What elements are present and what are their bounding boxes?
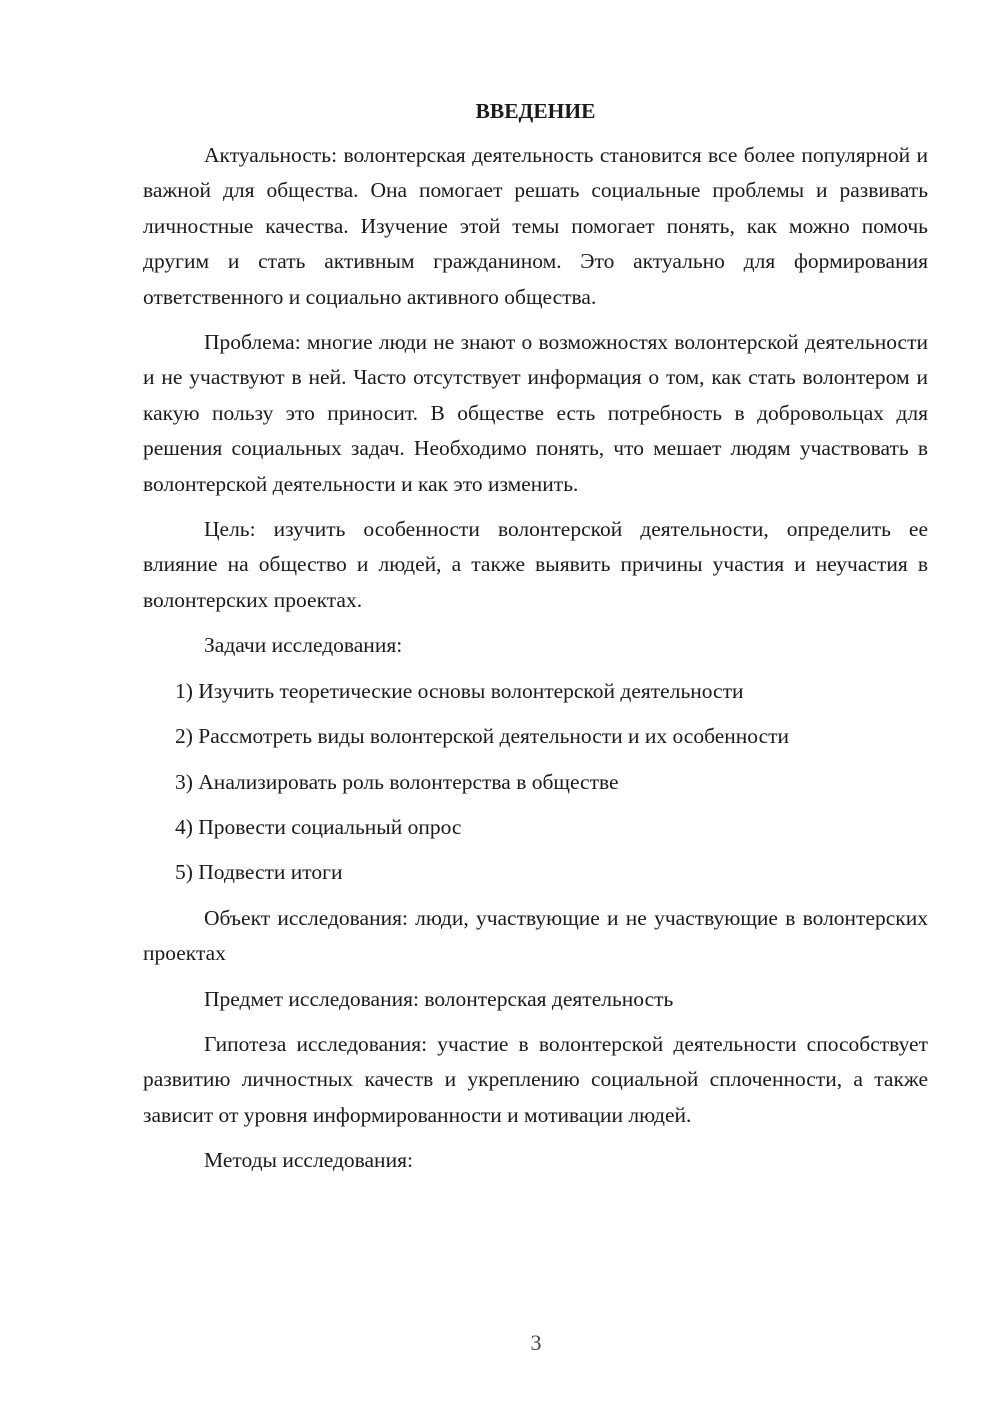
methods-heading: Методы исследования: (204, 1148, 413, 1173)
subject-paragraph: Предмет исследования: волонтерская деятельность (204, 986, 674, 1011)
page-number: 3 (530, 1330, 542, 1355)
page-content (143, 94, 928, 1189)
list-item: 1) Изучить теоретические основы волонтерской деятельности (175, 678, 744, 703)
list-item: 2) Рассмотреть виды волонтерской деятельности и их особенности (175, 724, 790, 749)
list-item: 4) Провести социальный опрос (175, 814, 462, 839)
list-item: 5) Подвести итоги (175, 860, 343, 885)
goal-paragraph: Цель: изучить особенности волонтерской деятельности, определить ее влияние на общество и людей, а также выявить причины участия и неучастия в волонтерских проектах. (143, 517, 928, 612)
object-paragraph: Объект исследования: люди, участвующие и не участвующие в волонтерских проектах (143, 905, 928, 966)
tasks-heading: Задачи исследования: (204, 633, 403, 658)
tasks-list (143, 674, 928, 891)
hypothesis-paragraph: Гипотеза исследования: участие в волонтерской деятельности способствует развитию личностных качеств и укреплению социальной сплоченности, а также зависит от уровня информированности и мотивации людей. (143, 1031, 928, 1127)
list-item: 3) Анализировать роль волонтерства в обществе (175, 769, 619, 794)
problem-paragraph: Проблема: многие люди не знают о возможностях волонтерской деятельности и не участвуют в ней. Часто отсутствует информация о том, как стать волонтером и какую пользу это приносит. В обществе есть потребность в добровольцах для решения социальных задач. Необходимо понять, что мешает людям участвовать в волонтерской деятельности и как это изменить. (143, 330, 928, 496)
relevance-paragraph: Актуальность: волонтерская деятельность становится все более популярной и важной для общества. Она помогает решать социальные проблемы и развивать личностные качества. Изучение этой темы помогает понять, как можно помочь другим и стать активным гражданином. Это актуально для формирования ответственного и социально активного общества. (143, 143, 928, 309)
page-title: ВВЕДЕНИЕ (475, 99, 596, 123)
